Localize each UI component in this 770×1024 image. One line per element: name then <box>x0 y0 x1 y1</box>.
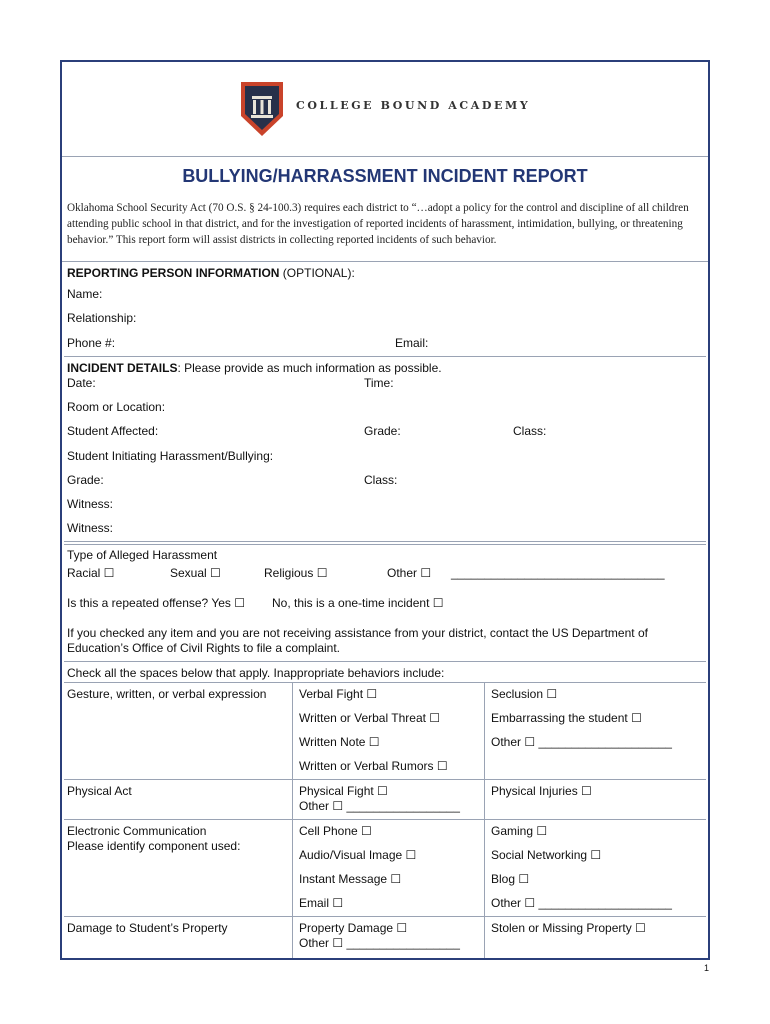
electronic-label: Electronic Communication <box>67 824 207 838</box>
time-field[interactable]: Time: <box>364 376 394 390</box>
embarrassing-checkbox[interactable]: Embarrassing the student ☐ <box>491 711 642 725</box>
stolen-property-checkbox[interactable]: Stolen or Missing Property ☐ <box>491 921 646 935</box>
assistance-note: Education’s Office of Civil Rights to file a complaint. <box>67 641 341 655</box>
email-field[interactable]: Email: <box>395 336 429 350</box>
email-checkbox[interactable]: Email ☐ <box>299 896 344 910</box>
repeated-offense-checkbox[interactable]: Is this a repeated offense? Yes ☐ <box>67 596 245 610</box>
sexual-checkbox[interactable]: Sexual ☐ <box>170 566 221 580</box>
cell-phone-checkbox[interactable]: Cell Phone ☐ <box>299 824 372 838</box>
student-affected-field[interactable]: Student Affected: <box>67 424 159 438</box>
behaviors-heading: Check all the spaces below that apply. Inappropriate behaviors include: <box>67 666 445 680</box>
other-checkbox[interactable]: Other ☐ ____________________ <box>491 735 672 749</box>
table-rule <box>64 779 706 780</box>
other-checkbox[interactable]: Other ☐ <box>387 566 432 580</box>
table-rule <box>64 916 706 917</box>
student-initiating-field[interactable]: Student Initiating Harassment/Bullying: <box>67 449 274 463</box>
property-damage-checkbox[interactable]: Property Damage ☐ <box>299 921 408 935</box>
brand-name: COLLEGE BOUND ACADEMY <box>296 99 531 112</box>
page-number: 1 <box>704 963 710 973</box>
damage-label: Damage to Student’s Property <box>67 921 228 935</box>
incident-heading: INCIDENT DETAILS: Please provide as much information as possible. <box>67 361 442 375</box>
intro-paragraph: Oklahoma School Security Act (70 O.S. § 24-100.3) requires each district to “…adopt a policy for the control and discipline of all children attending public school in that district, and for the investigation of reported incidents of harassment, intimidation, bullying, or threatening behavior.” This report form will assist districts in collecting reported incidents of such behavior. <box>67 202 689 246</box>
assistance-note: If you checked any item and you are not receiving assistance from your district, contact the US Department of <box>67 626 648 640</box>
divider <box>64 661 706 662</box>
social-networking-checkbox[interactable]: Social Networking ☐ <box>491 848 602 862</box>
gaming-checkbox[interactable]: Gaming ☐ <box>491 824 548 838</box>
date-field[interactable]: Date: <box>67 376 96 390</box>
racial-checkbox[interactable]: Racial ☐ <box>67 566 115 580</box>
gesture-label: Gesture, written, or verbal expression <box>67 687 267 701</box>
physical-injuries-checkbox[interactable]: Physical Injuries ☐ <box>491 784 592 798</box>
class-field[interactable]: Class: <box>513 424 547 438</box>
divider <box>64 356 706 357</box>
verbal-fight-checkbox[interactable]: Verbal Fight ☐ <box>299 687 378 701</box>
shield-logo-icon <box>239 80 285 138</box>
divider <box>62 156 708 157</box>
phone-field[interactable]: Phone #: <box>67 336 116 350</box>
class-field[interactable]: Class: <box>364 473 398 487</box>
grade-field[interactable]: Grade: <box>67 473 104 487</box>
divider <box>64 541 706 542</box>
one-time-checkbox[interactable]: No, this is a one-time incident ☐ <box>272 596 444 610</box>
name-field[interactable]: Name: <box>67 287 103 301</box>
written-threat-checkbox[interactable]: Written or Verbal Threat ☐ <box>299 711 441 725</box>
divider <box>64 544 706 545</box>
room-field[interactable]: Room or Location: <box>67 400 166 414</box>
physical-fight-checkbox[interactable]: Physical Fight ☐ <box>299 784 388 798</box>
witness-field[interactable]: Witness: <box>67 497 114 511</box>
instant-message-checkbox[interactable]: Instant Message ☐ <box>299 872 402 886</box>
grade-field[interactable]: Grade: <box>364 424 401 438</box>
other-checkbox[interactable]: Other ☐ ____________________ <box>491 896 672 910</box>
written-rumors-checkbox[interactable]: Written or Verbal Rumors ☐ <box>299 759 448 773</box>
witness-field[interactable]: Witness: <box>67 521 114 535</box>
relationship-field[interactable]: Relationship: <box>67 311 137 325</box>
reporting-heading: REPORTING PERSON INFORMATION (OPTIONAL): <box>67 266 355 280</box>
harassment-heading: Type of Alleged Harassment <box>67 548 218 562</box>
religious-checkbox[interactable]: Religious ☐ <box>264 566 328 580</box>
page-title: BULLYING/HARRASSMENT INCIDENT REPORT <box>182 166 588 186</box>
other-text-line[interactable]: ________________________________ <box>451 566 665 580</box>
seclusion-checkbox[interactable]: Seclusion ☐ <box>491 687 558 701</box>
written-note-checkbox[interactable]: Written Note ☐ <box>299 735 380 749</box>
table-rule <box>64 819 706 820</box>
other-checkbox[interactable]: Other ☐ _________________ <box>299 936 460 950</box>
electronic-sublabel: Please identify component used: <box>67 839 241 853</box>
audio-visual-checkbox[interactable]: Audio/Visual Image ☐ <box>299 848 417 862</box>
physical-act-label: Physical Act <box>67 784 132 798</box>
table-rule <box>64 682 706 683</box>
divider <box>62 261 708 262</box>
blog-checkbox[interactable]: Blog ☐ <box>491 872 530 886</box>
other-checkbox[interactable]: Other ☐ _________________ <box>299 799 460 813</box>
